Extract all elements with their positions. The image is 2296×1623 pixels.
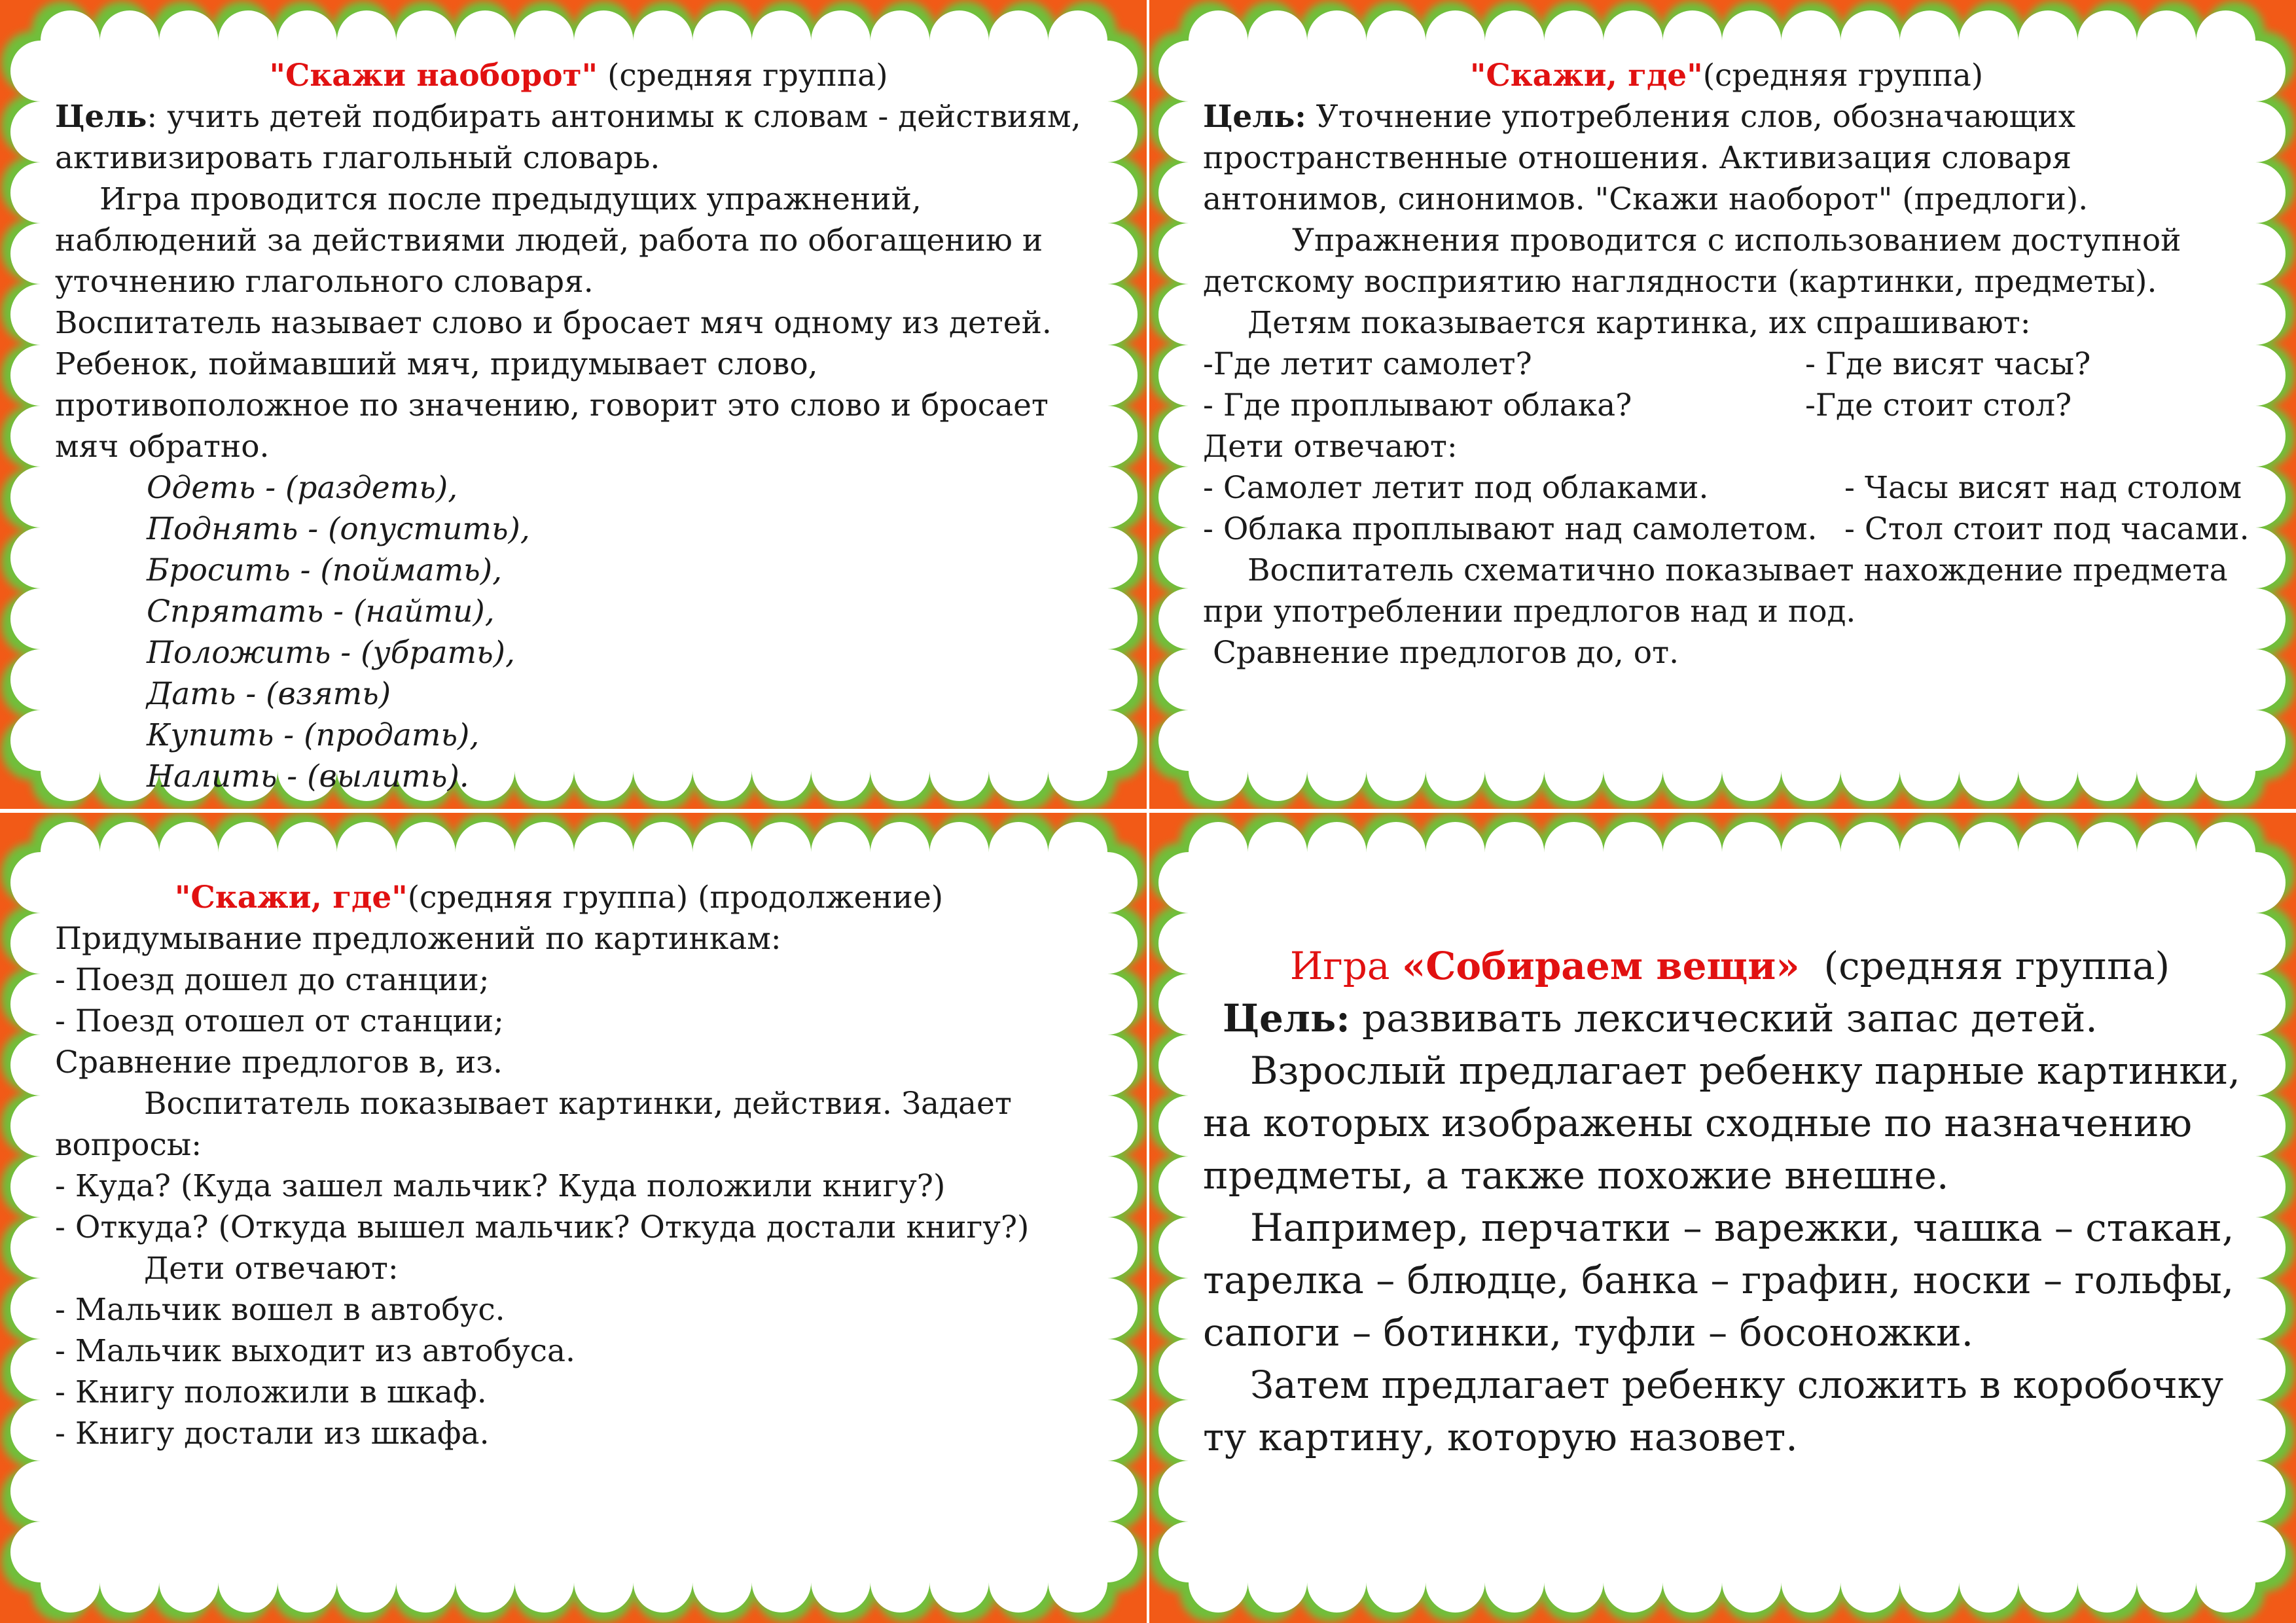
answer-row: - Облака проплывают над самолетом. - Стол стоит под часами. [1203,511,2250,547]
card-say-opposite [0,0,1148,812]
card-title: "Скажи, где"(средняя группа) [1469,58,1984,94]
word-pair: Положить - (убрать), [147,635,515,671]
line: - Откуда? (Откуда вышел мальчик? Откуда достали книгу?) [55,1209,1030,1245]
line: - Мальчик вошел в автобус. [55,1292,505,1328]
answers-label: Дети отвечают: [1203,429,1458,465]
word-pair: Дать - (взять) [147,676,391,712]
word-pair: Купить - (продать), [147,717,480,753]
line: Сравнение предлогов в, из. [55,1044,503,1080]
line: - Мальчик выходит из автобуса. [55,1333,575,1369]
line: - Куда? (Куда зашел мальчик? Куда положили книгу?) [55,1168,946,1204]
word-pair: Одеть - (раздеть), [147,470,458,506]
paragraph: Взрослый предлагает ребенку парные картинки, на которых изображены сходные по назначению предметы, а также похожие внешне. [1203,1048,2240,1198]
card-say-where [1148,0,2296,812]
goal: Цель: Уточнение употребления слов, обозначающих пространственные отношения. Активизация словаря антонимов, синонимов. "Скажи наоборот" (предлоги). [1203,99,2089,217]
goal: Цель: учить детей подбирать антонимы к словам - действиям, активизировать глагольный словарь. [55,99,1081,176]
card-say-where-continued [0,812,1148,1623]
word-pair: Спрятать - (найти), [147,594,495,630]
answers-label: Дети отвечают: [144,1251,399,1287]
line: - Книгу положили в шкаф. [55,1374,487,1410]
paragraph: Сравнение предлогов до, от. [1203,635,1679,671]
paragraph: Воспитатель схематично показывает нахождение предмета при употреблении предлогов над и под. [1203,552,2228,630]
paragraph: Игра проводится после предыдущих упражнений, наблюдений за действиями людей, работа по обогащению и уточнению глагольного словаря. [55,181,1043,300]
answer-row: - Самолет летит под облаками. - Часы висят над столом [1203,470,2242,506]
card-title: "Скажи наоборот" (средняя группа) [269,58,888,94]
card-title: "Скажи, где"(средняя группа) (продолжение) [174,880,944,916]
paragraph: Например, перчатки – варежки, чашка – стакан, тарелка – блюдце, банка – графин, носки – гольфы, сапоги – ботинки, туфли – босоножки. [1203,1205,2234,1355]
word-pair: Налить - (вылить). [147,758,469,794]
vertical-divider [1147,0,1149,1623]
line: - Книгу достали из шкафа. [55,1416,490,1452]
card-title: Игра «Собираем вещи» (средняя группа) [1289,944,2170,988]
line: - Поезд отошел от станции; [55,1003,504,1039]
question-row: -Где летит самолет? - Где висят часы? [1203,346,2091,382]
word-pair: Бросить - (поймать), [147,552,503,588]
card-collect-things [1148,812,2296,1623]
paragraph: Упражнения проводится с использованием доступной детскому восприятию наглядности (картинки, предметы). [1203,223,2181,300]
question-row: - Где проплывают облака? -Где стоит стол? [1203,387,2072,423]
line: - Поезд дошел до станции; [55,962,490,998]
word-pair: Поднять - (опустить), [147,511,530,547]
paragraph: Воспитатель показывает картинки, действия. Задает вопросы: [55,1086,1012,1163]
goal: Цель: развивать лексический запас детей. [1223,996,2098,1041]
paragraph: Воспитатель называет слово и бросает мяч одному из детей. Ребенок, поймавший мяч, придумывает слово, противоположное по значению, говорит это слово и бросает мяч обратно. [55,305,1052,465]
paragraph: Детям показывается картинка, их спрашивают: [1247,305,2031,341]
line: Придумывание предложений по картинкам: [55,921,781,957]
paragraph: Затем предлагает ребенку сложить в коробочку ту картину, которую назовет. [1203,1363,2224,1459]
